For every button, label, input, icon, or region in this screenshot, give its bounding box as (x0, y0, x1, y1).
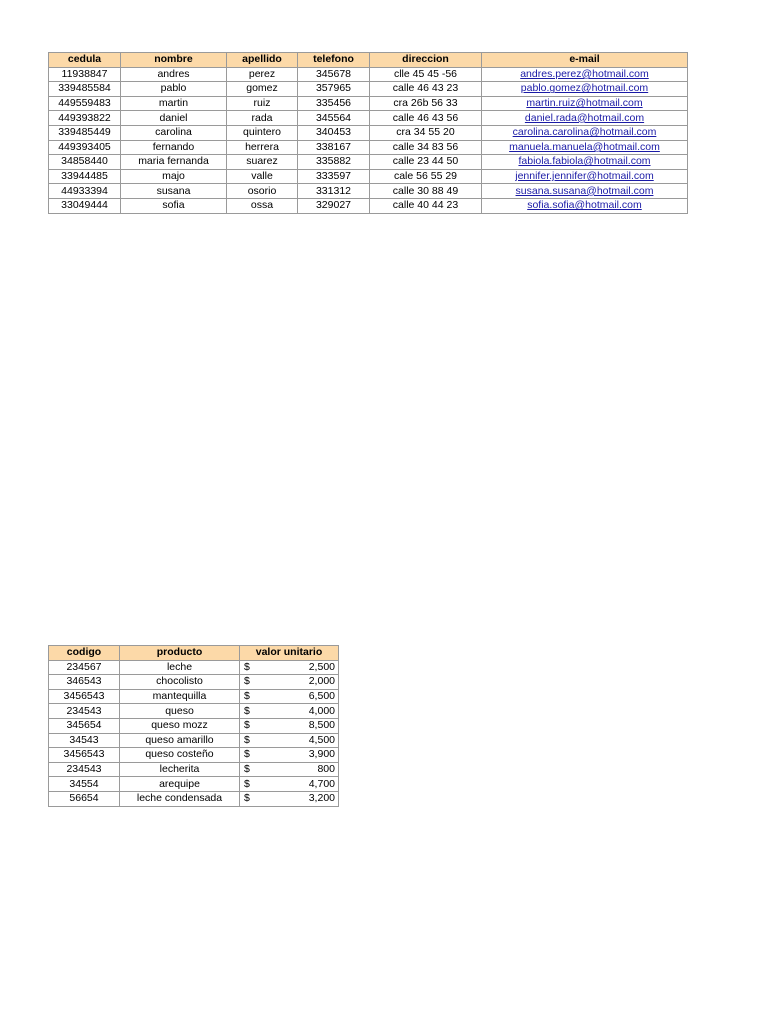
cell-apellido: gomez (227, 82, 298, 97)
amount: 800 (317, 763, 335, 776)
cell-cedula: 339485449 (49, 125, 121, 140)
currency-symbol: $ (244, 690, 250, 703)
cell-apellido: perez (227, 67, 298, 82)
amount: 4,700 (308, 777, 335, 790)
cell-telefono: 338167 (298, 140, 370, 155)
table-row (49, 198, 688, 213)
cell-producto: queso costeño (120, 748, 240, 763)
cell-producto: queso amarillo (120, 733, 240, 748)
cell-direccion: cra 26b 56 33 (370, 96, 482, 111)
email-link[interactable]: andres.perez@hotmail.com (520, 67, 649, 80)
cell-codigo: 56654 (49, 791, 120, 806)
cell-direccion: cra 34 55 20 (370, 125, 482, 140)
products-table (48, 645, 339, 807)
table-row (49, 660, 339, 675)
column-header-codigo: codigo (49, 646, 120, 661)
cell-direccion: calle 46 43 23 (370, 82, 482, 97)
cell-codigo: 34543 (49, 733, 120, 748)
cell-cedula: 449393405 (49, 140, 121, 155)
table-row (49, 762, 339, 777)
column-header-producto: producto (120, 646, 240, 661)
cell-email (482, 111, 688, 126)
cell-email (482, 198, 688, 213)
email-link[interactable]: daniel.rada@hotmail.com (524, 111, 645, 124)
cell-direccion: calle 30 88 49 (370, 184, 482, 199)
currency-symbol: $ (244, 763, 250, 776)
cell-email (482, 67, 688, 82)
cell-apellido: osorio (227, 184, 298, 199)
cell-producto: leche (120, 660, 240, 675)
email-link[interactable]: fabiola.fabiola@hotmail.com (518, 155, 651, 168)
cell-telefono: 333597 (298, 169, 370, 184)
cell-telefono: 335456 (298, 96, 370, 111)
email-link[interactable]: sofia.sofia@hotmail.com (527, 199, 642, 212)
cell-producto: mantequilla (120, 689, 240, 704)
email-link[interactable]: pablo.gomez@hotmail.com (520, 82, 649, 95)
table-row (49, 125, 688, 140)
products-table-header (49, 646, 339, 661)
cell-producto: queso (120, 704, 240, 719)
cell-direccion: calle 40 44 23 (370, 198, 482, 213)
products-table-body (49, 660, 339, 806)
cell-nombre: fernando (121, 140, 227, 155)
cell-email (482, 96, 688, 111)
amount: 2,500 (308, 660, 335, 673)
amount: 6,500 (308, 690, 335, 703)
cell-cedula: 34858440 (49, 155, 121, 170)
cell-apellido: quintero (227, 125, 298, 140)
amount: 2,000 (308, 675, 335, 688)
cell-apellido: rada (227, 111, 298, 126)
cell-nombre: martin (121, 96, 227, 111)
currency-symbol: $ (244, 777, 250, 790)
column-header-e-mail: e-mail (482, 53, 688, 68)
cell-telefono: 329027 (298, 198, 370, 213)
cell-apellido: ruiz (227, 96, 298, 111)
cell-valor-unitario (240, 762, 339, 777)
cell-cedula: 11938847 (49, 67, 121, 82)
cell-nombre: andres (121, 67, 227, 82)
currency-symbol: $ (244, 675, 250, 688)
table-row (49, 82, 688, 97)
header-row (49, 646, 339, 661)
table-row (49, 184, 688, 199)
cell-cedula: 33049444 (49, 198, 121, 213)
cell-telefono: 331312 (298, 184, 370, 199)
cell-apellido: suarez (227, 155, 298, 170)
clients-table (48, 52, 688, 214)
cell-valor-unitario (240, 675, 339, 690)
cell-nombre: pablo (121, 82, 227, 97)
cell-codigo: 3456543 (49, 748, 120, 763)
cell-email (482, 155, 688, 170)
cell-producto: lecherita (120, 762, 240, 777)
cell-codigo: 345654 (49, 718, 120, 733)
clients-table-body (49, 67, 688, 213)
column-header-cedula: cedula (49, 53, 121, 68)
cell-producto: leche condensada (120, 791, 240, 806)
cell-email (482, 184, 688, 199)
cell-codigo: 34554 (49, 777, 120, 792)
cell-nombre: majo (121, 169, 227, 184)
cell-codigo: 346543 (49, 675, 120, 690)
cell-valor-unitario (240, 791, 339, 806)
table-row (49, 718, 339, 733)
cell-codigo: 234543 (49, 762, 120, 777)
cell-apellido: herrera (227, 140, 298, 155)
cell-telefono: 345564 (298, 111, 370, 126)
table-row (49, 791, 339, 806)
currency-symbol: $ (244, 733, 250, 746)
currency-symbol: $ (244, 660, 250, 673)
cell-email (482, 125, 688, 140)
amount: 4,000 (308, 704, 335, 717)
cell-telefono: 340453 (298, 125, 370, 140)
table-row (49, 748, 339, 763)
table-row (49, 96, 688, 111)
table-row (49, 169, 688, 184)
cell-email (482, 140, 688, 155)
amount: 8,500 (308, 719, 335, 732)
amount: 3,200 (308, 792, 335, 805)
cell-producto: queso mozz (120, 718, 240, 733)
cell-telefono: 345678 (298, 67, 370, 82)
currency-symbol: $ (244, 792, 250, 805)
cell-codigo: 234567 (49, 660, 120, 675)
clients-table-header (49, 53, 688, 68)
cell-valor-unitario (240, 733, 339, 748)
cell-telefono: 335882 (298, 155, 370, 170)
cell-producto: chocolisto (120, 675, 240, 690)
cell-nombre: carolina (121, 125, 227, 140)
cell-codigo: 3456543 (49, 689, 120, 704)
column-header-direccion: direccion (370, 53, 482, 68)
table-row (49, 675, 339, 690)
table-row (49, 689, 339, 704)
cell-cedula: 33944485 (49, 169, 121, 184)
cell-nombre: sofia (121, 198, 227, 213)
table-row (49, 704, 339, 719)
cell-valor-unitario (240, 718, 339, 733)
column-header-apellido: apellido (227, 53, 298, 68)
cell-valor-unitario (240, 704, 339, 719)
cell-email (482, 169, 688, 184)
cell-nombre: maria fernanda (121, 155, 227, 170)
column-header-nombre: nombre (121, 53, 227, 68)
cell-valor-unitario (240, 748, 339, 763)
amount: 3,900 (308, 748, 335, 761)
cell-valor-unitario (240, 660, 339, 675)
cell-cedula: 44933394 (49, 184, 121, 199)
cell-valor-unitario (240, 777, 339, 792)
cell-direccion: calle 46 43 56 (370, 111, 482, 126)
table-row (49, 155, 688, 170)
cell-valor-unitario (240, 689, 339, 704)
currency-symbol: $ (244, 704, 250, 717)
amount: 4,500 (308, 733, 335, 746)
cell-email (482, 82, 688, 97)
email-link[interactable]: susana.susana@hotmail.com (515, 184, 654, 197)
table-row (49, 733, 339, 748)
email-link[interactable]: martin.ruiz@hotmail.com (526, 97, 643, 110)
cell-direccion: calle 34 83 56 (370, 140, 482, 155)
email-link[interactable]: carolina.carolina@hotmail.com (512, 126, 657, 139)
cell-cedula: 449559483 (49, 96, 121, 111)
header-row (49, 53, 688, 68)
cell-codigo: 234543 (49, 704, 120, 719)
cell-cedula: 449393822 (49, 111, 121, 126)
cell-telefono: 357965 (298, 82, 370, 97)
cell-nombre: susana (121, 184, 227, 199)
table-row (49, 140, 688, 155)
table-row (49, 111, 688, 126)
column-header-telefono: telefono (298, 53, 370, 68)
email-link[interactable]: jennifer.jennifer@hotmail.com (515, 170, 654, 183)
cell-direccion: cale 56 55 29 (370, 169, 482, 184)
cell-nombre: daniel (121, 111, 227, 126)
cell-cedula: 339485584 (49, 82, 121, 97)
cell-producto: arequipe (120, 777, 240, 792)
table-row (49, 67, 688, 82)
currency-symbol: $ (244, 719, 250, 732)
cell-direccion: clle 45 45 -56 (370, 67, 482, 82)
currency-symbol: $ (244, 748, 250, 761)
cell-apellido: valle (227, 169, 298, 184)
cell-apellido: ossa (227, 198, 298, 213)
cell-direccion: calle 23 44 50 (370, 155, 482, 170)
table-row (49, 777, 339, 792)
email-link[interactable]: manuela.manuela@hotmail.com (509, 140, 660, 153)
column-header-valor-unitario: valor unitario (240, 646, 339, 661)
